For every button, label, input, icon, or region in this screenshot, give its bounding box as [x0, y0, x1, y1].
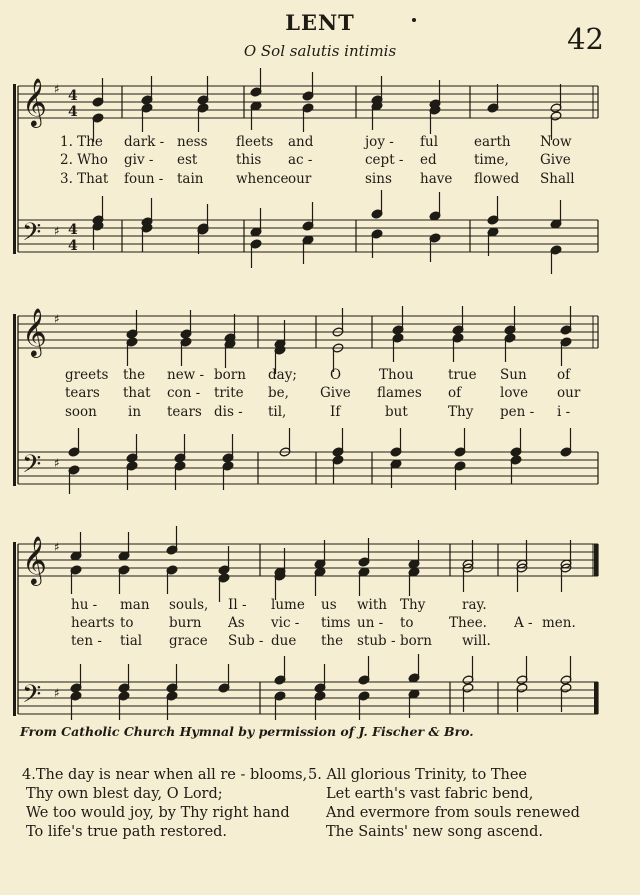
lyric-syllable: Give: [320, 385, 351, 401]
lyric-syllable: and: [288, 134, 314, 150]
lyric-syllable: Thy: [400, 597, 426, 613]
lyric-syllable: ac -: [288, 152, 313, 168]
lyric-syllable: Thy: [448, 404, 474, 420]
key-sharp-icon: ♯: [54, 540, 60, 554]
lyric-syllable: un -: [357, 615, 384, 631]
lyric-syllable: con -: [167, 385, 201, 401]
lyric-syllable: tial: [120, 633, 143, 649]
final-bar: [594, 544, 598, 576]
lyric-syllable: of: [557, 367, 571, 383]
lyric-syllable: vic -: [271, 615, 300, 631]
stanza-line: And evermore from souls renewed: [326, 805, 580, 821]
lyric-syllable: tears: [167, 404, 202, 420]
lyric-syllable: Thee.: [449, 615, 487, 631]
page-number: 42: [567, 22, 604, 56]
lyric-syllable: born: [400, 633, 432, 649]
lyric-syllable: lume: [271, 597, 305, 613]
key-sharp-icon: ♯: [54, 312, 60, 326]
lyric-syllable: men.: [542, 615, 576, 631]
lyric-syllable: that: [123, 385, 151, 401]
lyric-syllable: A -: [514, 615, 533, 631]
lyric-syllable: soon: [65, 404, 97, 420]
lyric-syllable: man: [120, 597, 150, 613]
lyric-syllable: Now: [540, 134, 572, 150]
lyric-syllable: If: [330, 404, 341, 420]
lyric-syllable: Thou: [379, 367, 414, 383]
stanza-5: [308, 766, 580, 842]
lyric-syllable: greets: [65, 367, 109, 383]
lyric-syllable: new -: [167, 367, 205, 383]
lyric-syllable: day;: [268, 367, 297, 383]
stanza-line: 5. All glorious Trinity, to Thee: [308, 767, 528, 783]
lyric-syllable: earth: [474, 134, 511, 150]
ornament-dot: [412, 18, 416, 22]
hymn-subtitle: O Sol salutis intimis: [243, 42, 397, 60]
lyric-syllable: Sun: [500, 367, 527, 383]
lyric-syllable: tims: [321, 615, 351, 631]
lyric-syllable: true: [448, 367, 477, 383]
key-sharp-icon: ♯: [54, 456, 60, 470]
lyric-syllable: 3. That: [60, 171, 109, 187]
lyric-syllable: born: [214, 367, 246, 383]
bass-clef-icon: 𝄢: [22, 450, 42, 485]
lyric-syllable: due: [271, 633, 297, 649]
lyric-syllable: flames: [377, 385, 422, 401]
lyric-syllable: joy -: [365, 134, 394, 150]
lyric-syllable: tain: [177, 171, 204, 187]
system-bracket: [13, 542, 16, 716]
final-bar: [594, 682, 598, 714]
lyric-syllable: have: [420, 171, 453, 187]
stanza-line: 4.The day is near when all re - blooms,: [22, 767, 308, 783]
lyric-syllable: 2. Who: [60, 152, 108, 168]
lyric-syllable: foun -: [124, 171, 164, 187]
lyric-syllable: 1. The: [60, 134, 103, 150]
lyric-syllable: in: [128, 404, 142, 420]
lyric-syllable: souls,: [169, 597, 209, 613]
lyric-syllable: Sub -: [228, 633, 264, 649]
time-signature: 4: [68, 222, 78, 238]
lyric-syllable: til,: [268, 404, 287, 420]
lyric-syllable: Il -: [228, 597, 247, 613]
time-signature: 4: [68, 88, 78, 104]
stanza-line: Thy own blest day, O Lord;: [26, 786, 223, 802]
lyric-syllable: stub -: [357, 633, 396, 649]
lyric-syllable: ten -: [71, 633, 102, 649]
lyric-syllable: ness: [177, 134, 208, 150]
key-sharp-icon: ♯: [54, 82, 60, 96]
lyric-syllable: Give: [540, 152, 571, 168]
lyric-syllable: be,: [268, 385, 289, 401]
system-bracket: [13, 314, 16, 486]
lyric-syllable: our: [557, 385, 581, 401]
stanza-line: The Saints' new song ascend.: [326, 824, 543, 840]
lyric-syllable: this: [236, 152, 262, 168]
lyric-syllable: sins: [365, 171, 392, 187]
bass-clef-icon: 𝄢: [22, 680, 42, 715]
lyric-syllable: but: [385, 404, 408, 420]
lyric-syllable: trite: [214, 385, 244, 401]
time-signature: 4: [68, 238, 78, 254]
lyric-syllable: ray.: [462, 597, 487, 613]
stanza-line: Let earth's vast fabric bend,: [326, 786, 534, 802]
lyric-syllable: As: [228, 615, 245, 631]
lyric-syllable: the: [321, 633, 344, 649]
lyric-syllable: to: [120, 615, 134, 631]
lyric-syllable: cept -: [365, 152, 404, 168]
lyric-syllable: i -: [557, 404, 571, 420]
lyric-syllable: time,: [474, 152, 509, 168]
lyric-syllable: us: [321, 597, 337, 613]
lyric-syllable: burn: [169, 615, 202, 631]
lyric-syllable: to: [400, 615, 414, 631]
bass-clef-icon: 𝄢: [22, 218, 42, 253]
lyric-syllable: est: [177, 152, 198, 168]
credit-line: From Catholic Church Hymnal by permission of J. Fischer & Bro.: [20, 724, 474, 739]
stanza-4: [22, 766, 307, 842]
lyric-syllable: ful: [420, 134, 439, 150]
stanza-line: To life's true path restored.: [26, 824, 228, 840]
lyric-syllable: tears: [65, 385, 100, 401]
lyric-syllable: our: [288, 171, 312, 187]
system-bracket: [13, 84, 16, 254]
key-sharp-icon: ♯: [54, 686, 60, 700]
lyric-syllable: pen -: [500, 404, 535, 420]
lyric-syllable: giv -: [124, 152, 154, 168]
treble-clef-icon: 𝄞: [22, 77, 47, 126]
lyric-syllable: hu -: [71, 597, 98, 613]
hymn-title: LENT: [285, 10, 355, 35]
lyric-syllable: love: [500, 385, 529, 401]
treble-clef-icon: 𝄞: [22, 307, 47, 356]
lyric-syllable: dis -: [214, 404, 243, 420]
stanza-line: We too would joy, by Thy right hand: [26, 805, 290, 821]
key-sharp-icon: ♯: [54, 224, 60, 238]
time-signature: 4: [68, 104, 78, 120]
lyric-syllable: flowed: [474, 171, 520, 187]
lyric-syllable: grace: [169, 633, 208, 649]
treble-clef-icon: 𝄞: [22, 535, 47, 584]
lyric-syllable: fleets: [236, 134, 274, 150]
lyric-syllable: O: [330, 367, 342, 383]
lyric-syllable: whence: [236, 171, 289, 187]
lyric-syllable: ed: [420, 152, 437, 168]
lyric-syllable: will.: [462, 633, 491, 649]
lyric-syllable: hearts: [71, 615, 115, 631]
lyric-syllable: the: [123, 367, 146, 383]
lyric-syllable: of: [448, 385, 462, 401]
lyric-syllable: dark -: [124, 134, 165, 150]
lyric-syllable: with: [357, 597, 387, 613]
lyric-syllable: Shall: [540, 171, 575, 187]
